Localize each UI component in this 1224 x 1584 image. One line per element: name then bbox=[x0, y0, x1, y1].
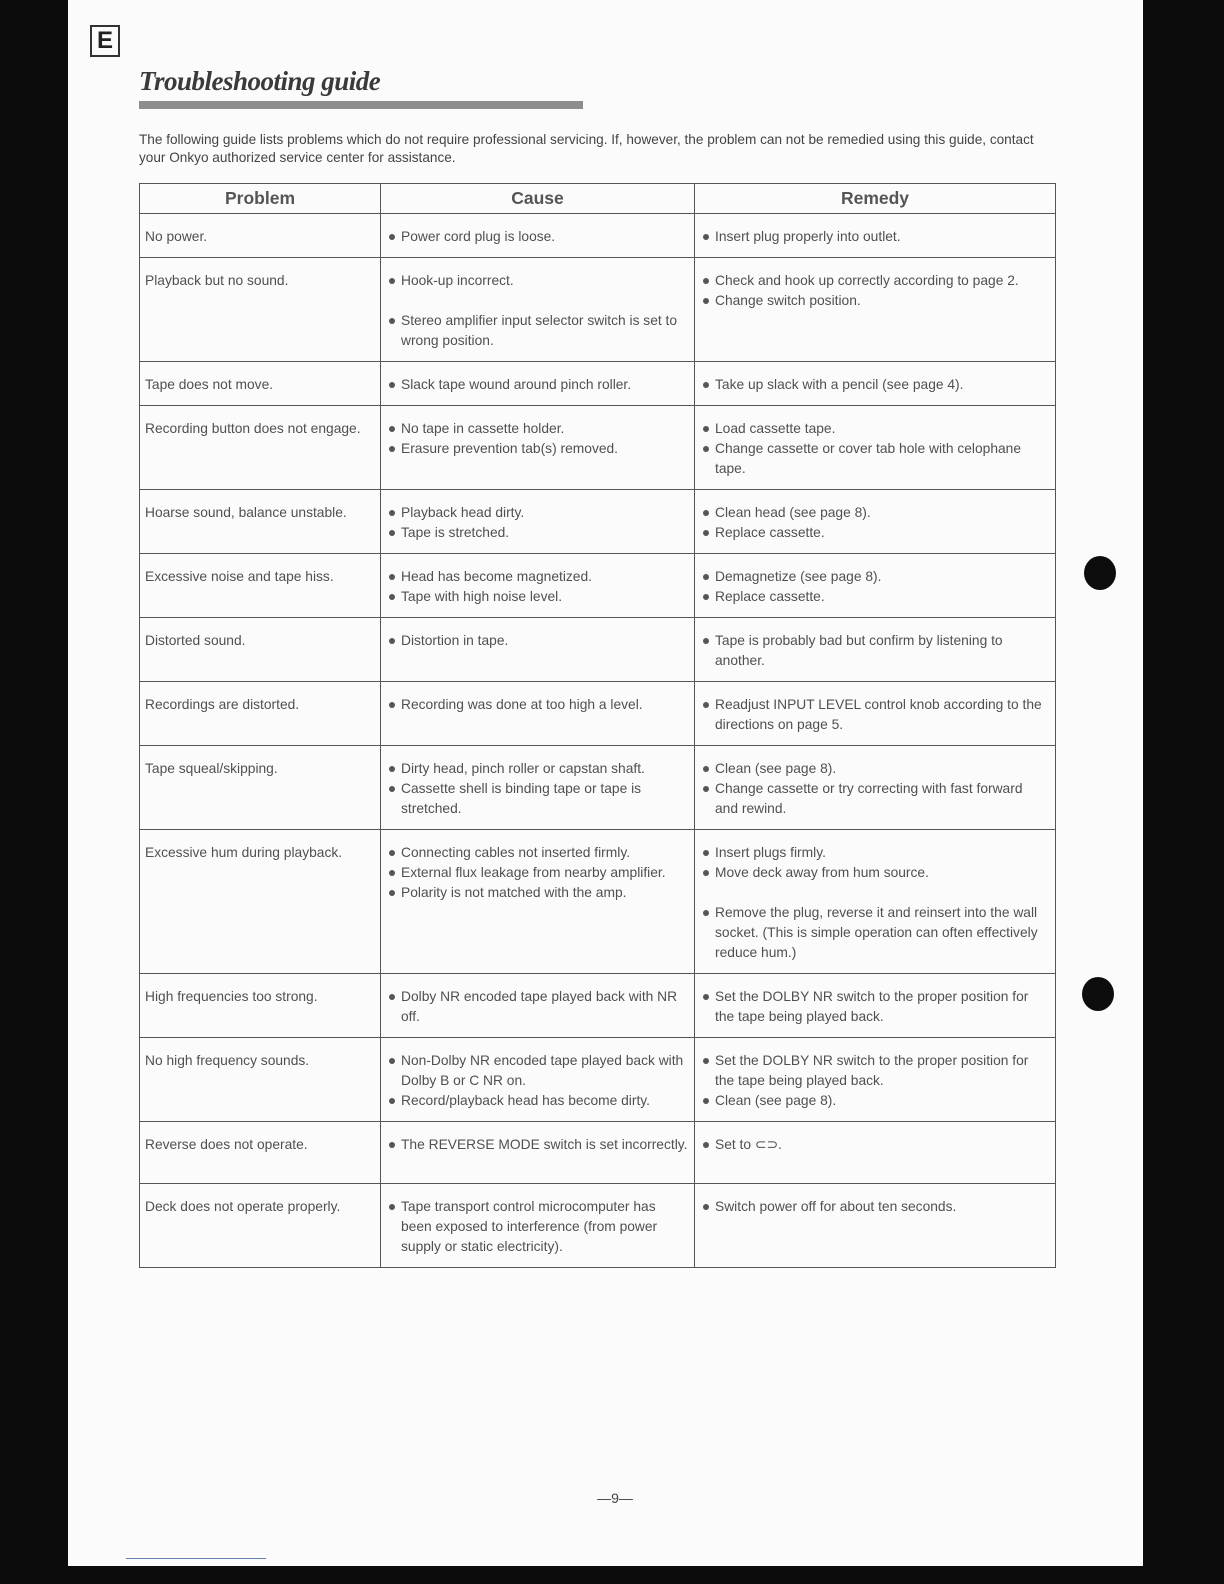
table-row bbox=[140, 554, 1056, 618]
problem-cell: Excessive hum during playback. bbox=[140, 830, 381, 974]
problem-cell: No high frequency sounds. bbox=[140, 1038, 381, 1122]
remedy-list bbox=[701, 1197, 1049, 1217]
remedy-list bbox=[701, 227, 1049, 247]
cause-item: Erasure prevention tab(s) removed. bbox=[387, 439, 688, 459]
remedy-list bbox=[701, 567, 1049, 607]
cause-item: Connecting cables not inserted firmly. bbox=[387, 843, 688, 863]
remedy-item: Replace cassette. bbox=[701, 587, 1049, 607]
troubleshooting-table bbox=[139, 183, 1056, 1268]
table-row bbox=[140, 746, 1056, 830]
remedy-item: Switch power off for about ten seconds. bbox=[701, 1197, 1049, 1217]
problem-cell: No power. bbox=[140, 214, 381, 258]
cause-item: Tape transport control microcomputer has been exposed to interference (from power supply or static electricity). bbox=[387, 1197, 688, 1257]
remedy-item: Set the DOLBY NR switch to the proper position for the tape being played back. bbox=[701, 987, 1049, 1027]
cause-item: Hook-up incorrect. bbox=[387, 271, 688, 291]
problem-cell: Distorted sound. bbox=[140, 618, 381, 682]
cause-item: Record/playback head has become dirty. bbox=[387, 1091, 688, 1111]
cause-cell bbox=[381, 554, 695, 618]
cause-item: Head has become magnetized. bbox=[387, 567, 688, 587]
cause-cell bbox=[381, 682, 695, 746]
cause-item: No tape in cassette holder. bbox=[387, 419, 688, 439]
cause-cell bbox=[381, 830, 695, 974]
remedy-cell bbox=[695, 974, 1056, 1038]
page-title: Troubleshooting guide bbox=[139, 66, 381, 96]
remedy-list bbox=[701, 695, 1049, 735]
binder-hole bbox=[1084, 556, 1116, 590]
remedy-item: Demagnetize (see page 8). bbox=[701, 567, 1049, 587]
cause-item: Polarity is not matched with the amp. bbox=[387, 883, 688, 903]
column-header-remedy: Remedy bbox=[695, 184, 1056, 214]
problem-cell: High frequencies too strong. bbox=[140, 974, 381, 1038]
cause-cell bbox=[381, 1122, 695, 1184]
table-row bbox=[140, 1184, 1056, 1268]
intro-text: The following guide lists problems which do not require professional servicing. If, however, the problem can not be remedied using this guide, contact your Onkyo authorized service center for assistance. bbox=[139, 132, 1034, 165]
remedy-cell bbox=[695, 830, 1056, 974]
cause-list bbox=[387, 695, 688, 715]
cause-cell bbox=[381, 618, 695, 682]
cause-list bbox=[387, 227, 688, 247]
cause-list bbox=[387, 987, 688, 1027]
page-number: —9— bbox=[597, 1490, 633, 1506]
binder-hole bbox=[1082, 977, 1114, 1011]
cause-cell bbox=[381, 214, 695, 258]
scan-artifact-line bbox=[126, 1558, 266, 1559]
remedy-item: Clean (see page 8). bbox=[701, 1091, 1049, 1111]
remedy-list bbox=[701, 503, 1049, 543]
title-underline bbox=[139, 101, 583, 109]
table-row bbox=[140, 682, 1056, 746]
remedy-cell bbox=[695, 258, 1056, 362]
section-tab: E bbox=[90, 25, 120, 57]
cause-item: Tape is stretched. bbox=[387, 523, 688, 543]
cause-list bbox=[387, 271, 688, 351]
remedy-list bbox=[701, 631, 1049, 671]
remedy-item: Replace cassette. bbox=[701, 523, 1049, 543]
remedy-cell bbox=[695, 1038, 1056, 1122]
remedy-list bbox=[701, 375, 1049, 395]
remedy-list bbox=[701, 1051, 1049, 1111]
remedy-list bbox=[701, 843, 1049, 963]
remedy-item: Clean (see page 8). bbox=[701, 759, 1049, 779]
problem-cell: Reverse does not operate. bbox=[140, 1122, 381, 1184]
table-row bbox=[140, 618, 1056, 682]
remedy-list bbox=[701, 759, 1049, 819]
cause-item: Dirty head, pinch roller or capstan shaft. bbox=[387, 759, 688, 779]
table-row bbox=[140, 1038, 1056, 1122]
table-row bbox=[140, 214, 1056, 258]
cause-item: Stereo amplifier input selector switch is set to wrong position. bbox=[387, 311, 688, 351]
table-header-row bbox=[140, 184, 1056, 214]
table-row bbox=[140, 406, 1056, 490]
cause-list bbox=[387, 759, 688, 819]
remedy-item: Check and hook up correctly according to page 2. bbox=[701, 271, 1049, 291]
remedy-item: Load cassette tape. bbox=[701, 419, 1049, 439]
remedy-item: Take up slack with a pencil (see page 4). bbox=[701, 375, 1049, 395]
cause-list bbox=[387, 843, 688, 903]
problem-cell: Recording button does not engage. bbox=[140, 406, 381, 490]
remedy-item: Readjust INPUT LEVEL control knob according to the directions on page 5. bbox=[701, 695, 1049, 735]
problem-cell: Excessive noise and tape hiss. bbox=[140, 554, 381, 618]
remedy-cell bbox=[695, 406, 1056, 490]
cause-item: Recording was done at too high a level. bbox=[387, 695, 688, 715]
remedy-cell bbox=[695, 1122, 1056, 1184]
remedy-cell bbox=[695, 618, 1056, 682]
cause-cell bbox=[381, 1038, 695, 1122]
problem-cell: Deck does not operate properly. bbox=[140, 1184, 381, 1268]
remedy-item: Set the DOLBY NR switch to the proper position for the tape being played back. bbox=[701, 1051, 1049, 1091]
cause-item: Slack tape wound around pinch roller. bbox=[387, 375, 688, 395]
cause-item: Dolby NR encoded tape played back with NR off. bbox=[387, 987, 688, 1027]
cause-list bbox=[387, 631, 688, 651]
table-row bbox=[140, 830, 1056, 974]
cause-item: Power cord plug is loose. bbox=[387, 227, 688, 247]
column-header-cause: Cause bbox=[381, 184, 695, 214]
cause-cell bbox=[381, 746, 695, 830]
cause-item: External flux leakage from nearby amplifier. bbox=[387, 863, 688, 883]
table-row bbox=[140, 490, 1056, 554]
remedy-item: Change cassette or cover tab hole with celophane tape. bbox=[701, 439, 1049, 479]
remedy-cell bbox=[695, 214, 1056, 258]
remedy-cell bbox=[695, 490, 1056, 554]
remedy-item: Move deck away from hum source. bbox=[701, 863, 1049, 883]
problem-cell: Recordings are distorted. bbox=[140, 682, 381, 746]
remedy-item: Change switch position. bbox=[701, 291, 1049, 311]
cause-item: Non-Dolby NR encoded tape played back with Dolby B or C NR on. bbox=[387, 1051, 688, 1091]
cause-cell bbox=[381, 258, 695, 362]
problem-cell: Hoarse sound, balance unstable. bbox=[140, 490, 381, 554]
remedy-item: Tape is probably bad but confirm by listening to another. bbox=[701, 631, 1049, 671]
remedy-item: Set to ⊂⊃. bbox=[701, 1135, 1049, 1155]
cause-cell bbox=[381, 362, 695, 406]
remedy-cell bbox=[695, 682, 1056, 746]
table-row bbox=[140, 362, 1056, 406]
remedy-list bbox=[701, 271, 1049, 311]
cause-list bbox=[387, 1135, 688, 1155]
remedy-list bbox=[701, 1135, 1049, 1155]
table-row bbox=[140, 258, 1056, 362]
cause-item: Distortion in tape. bbox=[387, 631, 688, 651]
remedy-cell bbox=[695, 362, 1056, 406]
problem-cell: Tape does not move. bbox=[140, 362, 381, 406]
problem-cell: Tape squeal/skipping. bbox=[140, 746, 381, 830]
cause-list bbox=[387, 567, 688, 607]
table-row bbox=[140, 974, 1056, 1038]
table-row bbox=[140, 1122, 1056, 1184]
cause-cell bbox=[381, 406, 695, 490]
remedy-item: Clean head (see page 8). bbox=[701, 503, 1049, 523]
cause-item: Cassette shell is binding tape or tape is stretched. bbox=[387, 779, 688, 819]
cause-cell bbox=[381, 1184, 695, 1268]
problem-cell: Playback but no sound. bbox=[140, 258, 381, 362]
remedy-item: Insert plugs firmly. bbox=[701, 843, 1049, 863]
remedy-list bbox=[701, 419, 1049, 479]
cause-cell bbox=[381, 490, 695, 554]
column-header-problem: Problem bbox=[140, 184, 381, 214]
cause-item: Tape with high noise level. bbox=[387, 587, 688, 607]
cause-cell bbox=[381, 974, 695, 1038]
remedy-item: Change cassette or try correcting with fast forward and rewind. bbox=[701, 779, 1049, 819]
cause-list bbox=[387, 375, 688, 395]
remedy-list bbox=[701, 987, 1049, 1027]
remedy-item: Insert plug properly into outlet. bbox=[701, 227, 1049, 247]
cause-list bbox=[387, 1197, 688, 1257]
remedy-cell bbox=[695, 746, 1056, 830]
remedy-cell bbox=[695, 554, 1056, 618]
remedy-item: Remove the plug, reverse it and reinsert into the wall socket. (This is simple operation can often effectively reduce hum.) bbox=[701, 903, 1049, 963]
cause-list bbox=[387, 1051, 688, 1111]
cause-item: The REVERSE MODE switch is set incorrectly. bbox=[387, 1135, 688, 1155]
cause-list bbox=[387, 419, 688, 459]
remedy-cell bbox=[695, 1184, 1056, 1268]
cause-list bbox=[387, 503, 688, 543]
cause-item: Playback head dirty. bbox=[387, 503, 688, 523]
